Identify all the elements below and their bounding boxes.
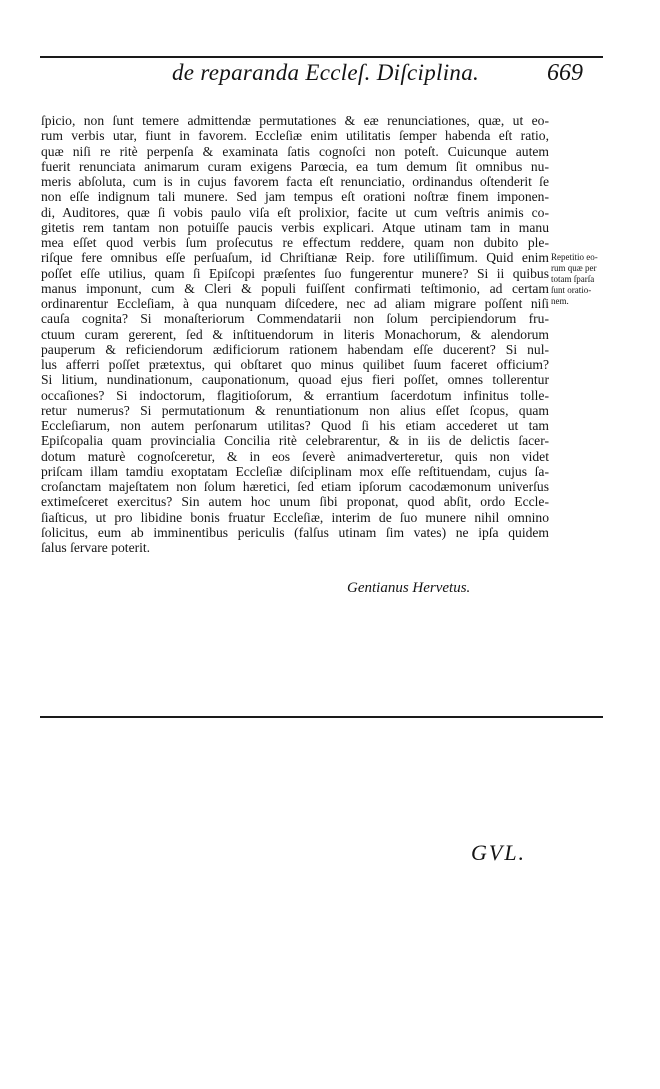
end-rule xyxy=(40,716,603,718)
text-line: Epiſcopalia quam provincialia Concilia ritè celebrarentur, & in iis de delictis ſacer- xyxy=(41,433,549,449)
text-line: extimeſceret exercitus? Sin autem hoc unum ſibi proponat, quod abſit, ordo Eccle- xyxy=(41,494,549,510)
text-line: riſque fere omnibus eſſe perſuaſum, id Chriſtianæ Reip. fore utiliſſimum. Quid enim xyxy=(41,250,549,266)
marginal-note-line: nem. xyxy=(551,296,569,306)
text-line: retur numerus? Si permutationum & renuntiationum non alius eſſet ſcopus, quam xyxy=(41,402,549,418)
text-line: manus imponunt, cum & Cleri & populi fuiſſent confirmati teſtimonio, ad certam xyxy=(41,280,549,296)
text-line: croſanctam majeſtatem non ſolum hæretici, ſed etiam ipſorum cacodæmonum univerſus xyxy=(41,479,549,494)
text-line: fuerit renunciata animarum curam exigens Parœcia, ea tum demum ſit omnibus nu- xyxy=(41,158,549,174)
marginal-note-line: rum quæ per xyxy=(551,263,597,273)
text-line: Si litium, nundinationum, cauponationum, quoad ejus fieri poſſet, omnes tollerentur xyxy=(41,372,549,388)
text-line: dotum maturè cognoſceretur, & in eos ſeverè animadverteretur, quis non videt xyxy=(41,448,549,464)
text-line: occaſiones? Si indoctorum, flagitioſorum, & errantium ſacerdotum infinitus tolle- xyxy=(41,387,549,403)
text-line: poſſet eſſe utilius, quam ſi Epiſcopi præſentes ſuo fungerentur munere? Si ii quibus xyxy=(41,265,549,281)
text-line: ſolicitus, eum ab imminentibus periculis (falſus utinam ſim vates) ne ipſa quidem xyxy=(41,524,549,540)
text-line: meris abſoluta, cum is in cujus favorem facta eſt renunciatio, ordinandus oſtenderit ſe xyxy=(41,174,549,189)
marginal-note-line: Repetitio eo- xyxy=(551,252,598,262)
text-line: ſalus ſervare poterit. xyxy=(41,540,151,555)
text-line: ſiaſticus, ut pro libidine bonis fruatur Eccleſiæ, interim de ſuo munere nihil omnino xyxy=(41,509,549,525)
marginal-note xyxy=(551,252,613,307)
page-number: 669 xyxy=(547,60,583,86)
text-line: priſcam illam tamdiu exoptatam Eccleſiæ diſciplinam mox eſſe reſtituendam, cujus ſa- xyxy=(41,463,549,479)
text-line: ſpicio, non ſunt temere admittendæ permutationes & eæ renunciationes, quæ, ut eo- xyxy=(41,113,549,128)
text-line: quæ niſi re ritè perpenſa & examinata ſatis cognoſci non poteſt. Cuicunque autem xyxy=(41,143,549,159)
header-rule xyxy=(40,56,603,58)
catchword: GVL. xyxy=(471,840,527,865)
running-title: de reparanda Eccleſ. Diſciplina. xyxy=(172,60,480,85)
body-text xyxy=(41,113,549,555)
text-line: mea eſſet quod verbis ſum proſecutus re effectum reddere, quam non dubito ple- xyxy=(41,235,549,250)
text-line: non eſſe indignum tali munere. Sed jam tempus eſt orationi noſtræ finem imponen- xyxy=(41,189,549,205)
text-line: Eccleſiarum, non autem perſonarum utilitas? Quod ſi his etiam accederet ut tam xyxy=(41,418,549,433)
text-line: di, Auditores, quæ ſi vobis paulo viſa eſt prolixior, facite ut cum veſtris animis co- xyxy=(41,204,549,220)
marginal-note-line: totam ſparſa xyxy=(551,274,595,284)
text-line: ordinarentur Eccleſiam, à qua nunquam diſcedere, nec ad aliam migrare poſſent niſi xyxy=(41,296,549,311)
author-signature: Gentianus Hervetus. xyxy=(347,580,471,596)
text-line: ctuum curam gererent, ſed & inſtituendorum in literis Monachorum, & alendorum xyxy=(41,326,549,342)
text-line: rum verbis utar, fiunt in favorem. Eccleſiæ enim utilitatis ſemper habenda eſt ratio, xyxy=(41,128,549,144)
text-line: gitetis rem tantam non potuiſſe paucis verbis explicari. Atque utinam tam in manu xyxy=(41,219,549,235)
marginal-note-line: ſunt oratio- xyxy=(551,285,592,295)
text-line: pauperum & reficiendorum ædificiorum rationem habendam eſſe ducerent? Si nul- xyxy=(41,341,549,357)
text-line: lus afferri poſſet prætextus, qui obſtaret quo minus quilibet ſuum faceret officium? xyxy=(41,357,549,372)
text-line: cauſa cognita? Si monaſteriorum Commendatarii non ſolum percipiendorum fru- xyxy=(41,311,549,327)
